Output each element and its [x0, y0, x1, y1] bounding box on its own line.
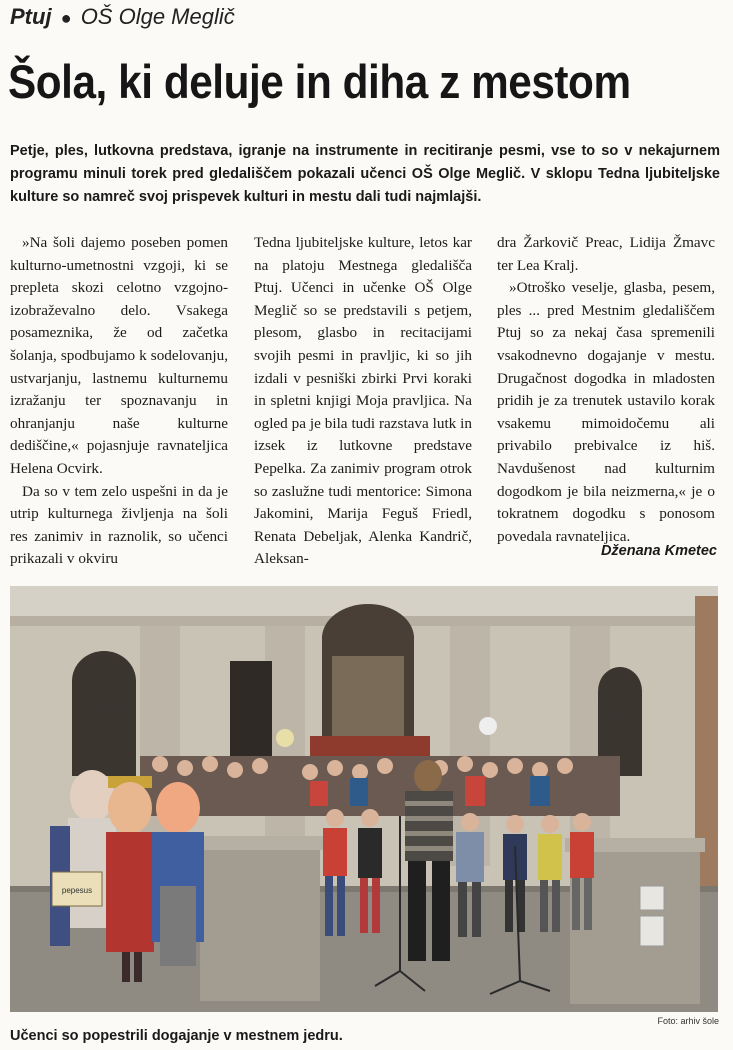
body-paragraph: »Na šoli dajemo poseben pomen kulturno-umetnostni vzgoji, ki se prepleta skozi celotno vzgojno-izobraževalno delo. Vsakega posameznika, že od začetka šolanja, spodbujamo k sodelovanju, ustvarjanju, lastnemu kulturnemu izražanju ter spoznavanju in ohranjanju naše kulturne dediščine,« pojasnjuje ravnateljica Helena Ocvirk. — [10, 234, 228, 477]
photo-caption: Učenci so popestrili dogajanje v mestnem jedru. — [10, 1028, 343, 1044]
kicker-school: OŠ Olge Meglič — [80, 4, 235, 29]
body-paragraph: Da so v tem zelo uspešni in da je utrip kulturnega življenja na šoli res zanimiv in raznolik, so učenci prikazali v okviru — [10, 482, 228, 568]
window — [230, 661, 272, 771]
stone-pillar — [195, 836, 325, 1001]
photo-illustration — [10, 586, 718, 1012]
puppet — [152, 782, 204, 966]
article-headline: Šola, ki deluje in diha z mestom — [8, 55, 631, 108]
article-photo — [10, 586, 718, 1012]
body-paragraph: Tedna ljubiteljske kulture, letos kar na platoju Mestnega gledališča Ptuj. Učenci in učenke OŠ Olge Meglič so se predstavili s petjem, plesom, glasbo in recitacijami svojih pesmi in pravljic, ki so jih izdali v pesniški zbirki Prvi koraki in spletni knjigi Moja pravljica. Na ogled pa je bila tudi razstava lutk in izsek iz lutkovne predstave Pepelka. Za zanimiv program otrok so zaslužne tudi mentorice: Simona Jakomini, Marija Feguš Friedl, Renata Debeljak, Alenka Kandrič, Aleksan- — [254, 234, 472, 568]
kicker-place: Ptuj — [10, 4, 52, 29]
article-author: Dženana Kmetec — [600, 543, 717, 559]
photo-credit: Foto: arhiv šole — [657, 1016, 719, 1026]
article-lead: Petje, ples, lutkovna predstava, igranje na instrumente in recitiranje pesmi, vse to so v nekajurnem programu minuli torek pred gledališčem pokazali učenci OŠ Olge Meglič. V sklopu Tedna ljubiteljske kulture so namreč svoj prispevek kulturi in mestu dali tudi najmlajši. — [10, 143, 720, 205]
puppet-sign — [52, 872, 102, 906]
body-paragraph: »Otroško veselje, glasba, pesem, ples ... pred Mestnim gledališčem Ptuj so za nekaj časa spremenili vsakodnevno dogajanje v mestu. Drugačnost dogodka in mladosten pridih je za trenutek ustavilo korak vsakemu mimoidočemu ali privabilo prebivalce iz hiš. Navdušenost nad kulturnim dogodkom je bila neizmerna,« je o tokratnem dogodku s ponosom povedala ravnateljica. — [497, 279, 715, 545]
article-column-3 — [497, 232, 715, 548]
article-column-2 — [254, 232, 472, 571]
section-kicker — [10, 4, 235, 30]
puppet-sign-text: pepesus — [61, 886, 93, 895]
kicker-separator: ● — [60, 8, 72, 28]
arched-window — [72, 651, 136, 776]
body-paragraph: dra Žarkovič Preac, Lidija Žmavc ter Lea Kralj. — [497, 234, 715, 274]
puppet — [106, 776, 154, 982]
article-column-1 — [10, 232, 228, 571]
